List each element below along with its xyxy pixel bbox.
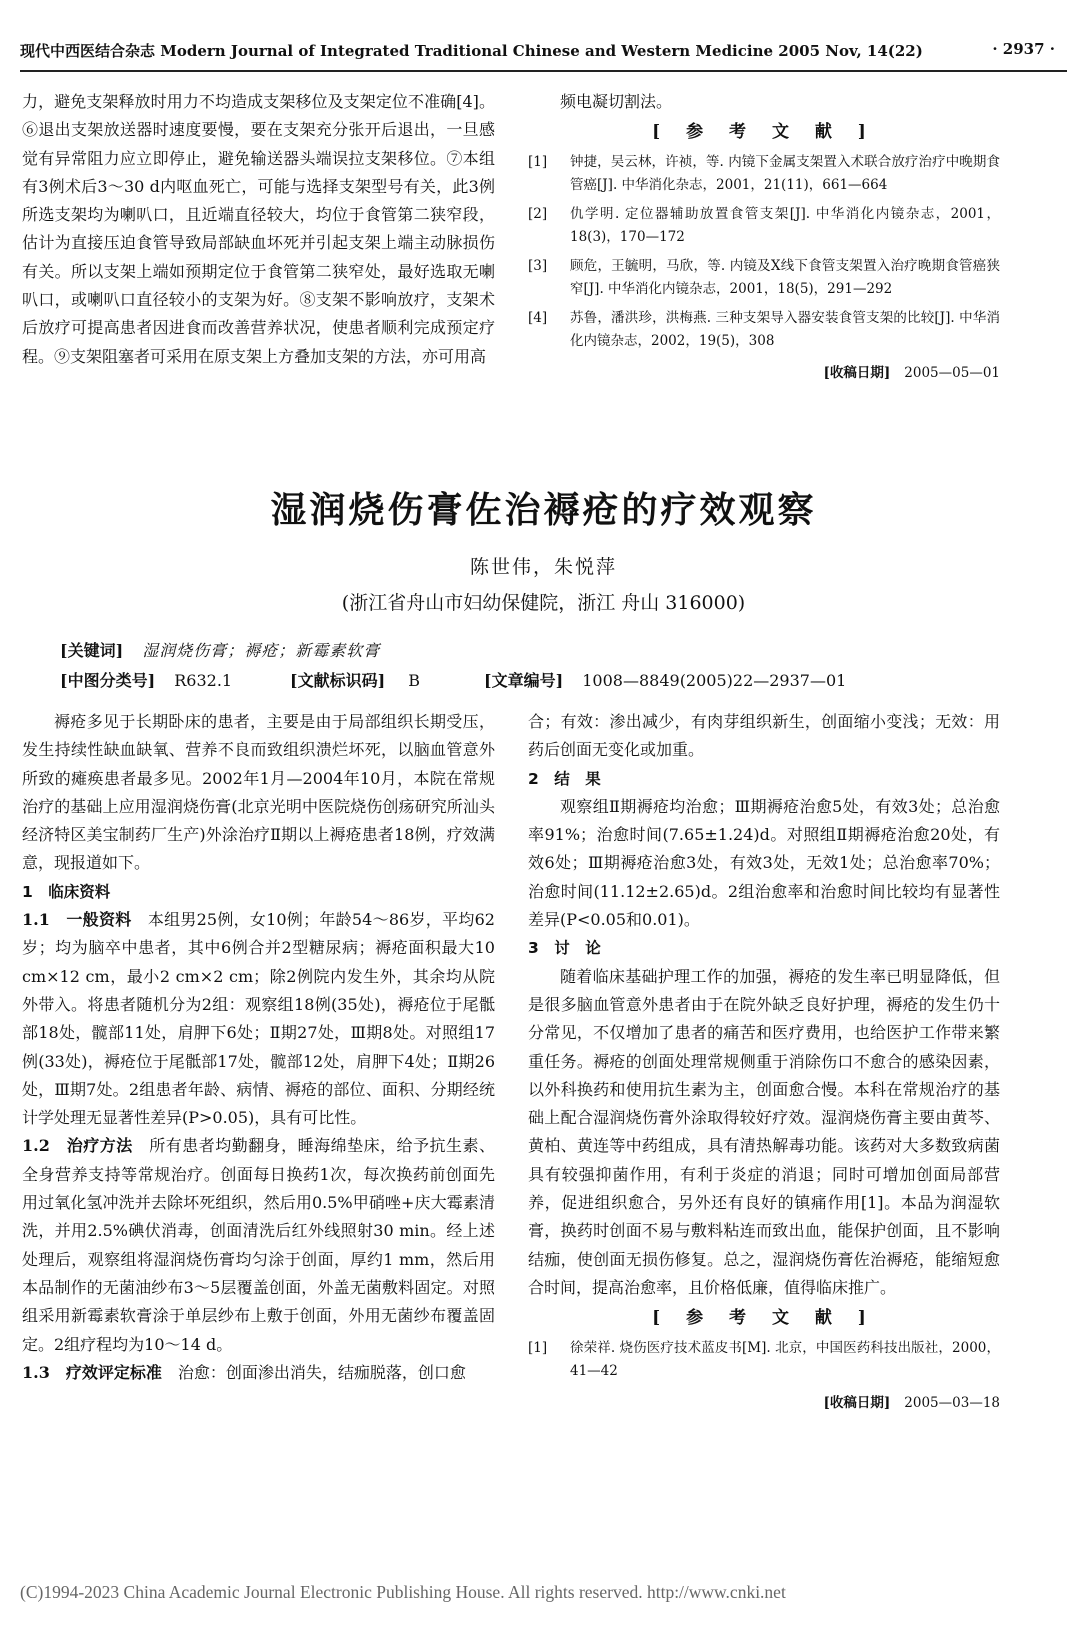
article-right-column (528, 708, 1000, 1417)
running-header (20, 30, 1067, 72)
results-paragraph: 观察组Ⅱ期褥疮均治愈；Ⅲ期褥疮治愈5处，有效3处；总治愈率91%；治愈时间(7.65±1.24)d。对照组Ⅱ期褥疮治愈20处，有效6处；Ⅲ期褥疮治愈3处，有效3处，无效1处；总治愈率70%；治愈时间(11.12±2.65)d。2组治愈率和治愈时间比较均有显著性差异(P<0.05和0.01)。 (528, 796, 1000, 930)
article-number-value: 1008—8849(2005)22—2937—01 (582, 671, 847, 690)
received-date: 2005—05—01 (904, 364, 1000, 381)
reference-number: [1] (528, 153, 548, 170)
intro-paragraph: 褥疮多见于长期卧床的患者，主要是由于局部组织长期受压，发生持续性缺血缺氧、营养不良而致组织溃烂坏死，以脑血管意外所致的瘫痪患者最多见。2002年1月—2004年10月，本院在常规治疗的基础上应用湿润烧伤膏(北京光明中医院烧伤创疡研究所汕头经济特区美宝制药厂生产)外涂治疗Ⅱ期以上褥疮患者18例，疗效满意，现报道如下。 (22, 712, 495, 873)
reference-item (528, 203, 1000, 249)
prev-article-right-column (528, 88, 1000, 387)
references-heading: [ 参 考 文 献 ] (652, 122, 876, 143)
reference-text: 苏鲁，潘洪珍，洪梅燕. 三种支架导入器安装食管支架的比较[J]. 中华消化内镜杂志，2002，19(5)，308 (570, 309, 1000, 349)
doc-code-field (290, 668, 420, 691)
reference-number: [4] (528, 309, 548, 326)
article-number-field (484, 668, 846, 691)
reference-item (528, 307, 1000, 353)
subsection-1-3 (22, 1359, 495, 1387)
reference-text: 徐荣祥. 烧伤医疗技术蓝皮书[M]. 北京，中国医药科技出版社，2000，41—42 (570, 1339, 1000, 1379)
prev-article-left-column (22, 88, 495, 371)
subsection-1-3-title: 1.3 疗效评定标准 (22, 1362, 162, 1382)
reference-number: [3] (528, 257, 548, 274)
reference-text: 仇学明. 定位器辅助放置食管支架[J]. 中华消化内镜杂志，2001，18(3)，170—172 (570, 205, 1000, 245)
section-3-heading: 3 讨 论 (528, 939, 601, 958)
clc-label: [中图分类号] (60, 671, 156, 690)
received-label: [收稿日期] (823, 364, 891, 381)
received-date-line (528, 1389, 1000, 1417)
reference-text: 顾危，王毓明，马欣，等. 内镜及X线下食管支架置入治疗晚期食管癌狭窄[J]. 中华消化内镜杂志，2001，18(5)，291—292 (570, 257, 1000, 297)
reference-number: [1] (528, 1339, 548, 1356)
subsection-1-1 (22, 906, 495, 1132)
subsection-1-1-title: 1.1 一般资料 (22, 910, 132, 930)
section-1-heading: 1 临床资料 (22, 882, 111, 901)
article-authors: 陈世伟，朱悦萍 (469, 556, 617, 578)
prev-article-continuation: 频电凝切割法。 (560, 92, 673, 111)
copyright-footer: (C)1994-2023 China Academic Journal Electronic Publishing House. All rights reserved. http://www.cnki.net (20, 1582, 786, 1602)
page-number: · 2937 · (992, 40, 1055, 58)
subsection-1-2-text: 所有患者均勤翻身，睡海绵垫床，给予抗生素、全身营养支持等常规治疗。创面每日换药1次，每次换药前创面先用过氧化氢冲洗并去除坏死组织，然后用0.5%甲硝唑+庆大霉素清洗，并用2.5%碘伏消毒，创面清洗后红外线照射30 min。经上述处理后，观察组将湿润烧伤膏均匀涂于创面，厚约1 mm，然后用本品制作的无菌油纱布3～5层覆盖创面，外盖无菌敷料固定。对照组采用新霉素软膏涂于单层纱布上敷于创面，外用无菌纱布覆盖固定。2组疗程均为10～14 d。 (22, 1136, 495, 1354)
article-left-column (22, 708, 495, 1387)
reference-item (528, 1337, 1000, 1383)
subsection-1-3-text: 治愈：创面渗出消失，结痂脱落，创口愈 (177, 1362, 466, 1382)
reference-number: [2] (528, 205, 548, 222)
doc-code-label: [文献标识码] (290, 671, 386, 690)
references-heading: [ 参 考 文 献 ] (652, 1308, 876, 1329)
keywords: 湿润烧伤膏；褥疮；新霉素软膏 (142, 641, 381, 660)
doc-code-value: B (408, 671, 421, 690)
article-number-label: [文章编号] (484, 671, 564, 690)
subsection-1-2 (22, 1132, 495, 1358)
clc-value: R632.1 (174, 671, 233, 690)
discussion-paragraph: 随着临床基础护理工作的加强，褥疮的发生率已明显降低，但是很多脑血管意外患者由于在院外缺乏良好护理，褥疮的发生仍十分常见，不仅增加了患者的痛苦和医疗费用，也给医护工作带来繁重任务。褥疮的创面处理常规侧重于消除伤口不愈合的感染因素，以外科换药和使用抗生素为主，创面愈合慢。本科在常规治疗的基础上配合湿润烧伤膏外涂取得较好疗效。湿润烧伤膏主要由黄芩、黄柏、黄连等中药组成，具有清热解毒功能。该药对大多数致病菌具有较强抑菌作用，有利于炎症的消退；同时可增加创面局部营养，促进组织愈合，另外还有良好的镇痛作用[1]。本品为润湿软膏，换药时创面不易与敷料粘连而致出血，能保护创面，且不影响结痂，使创面无损伤修复。总之，湿润烧伤膏佐治褥疮，能缩短愈合时间，提高治愈率，且价格低廉，值得临床推广。 (528, 966, 1000, 1297)
subsection-1-2-title: 1.2 治疗方法 (22, 1136, 133, 1156)
article-affiliation: (浙江省舟山市妇幼保健院，浙江 舟山 316000) (341, 592, 746, 614)
keywords-label: [关键词] (60, 641, 124, 660)
reference-text: 钟捷，吴云林，许祯，等. 内镜下金属支架置入术联合放疗治疗中晚期食管癌[J]. 中华消化杂志，2001，21(11)，661—664 (570, 153, 1000, 193)
reference-item (528, 151, 1000, 197)
criteria-continuation: 合；有效：渗出减少，有肉芽组织新生，创面缩小变浅；无效：用药后创面无变化或加重。 (528, 712, 1000, 760)
section-2-heading: 2 结 果 (528, 769, 601, 788)
clc-field (60, 668, 232, 691)
journal-title: 现代中西医结合杂志 Modern Journal of Integrated Traditional Chinese and Western Medicine 2005 Nov, 14(22) (20, 42, 923, 60)
received-label: [收稿日期] (823, 1394, 891, 1411)
reference-item (528, 255, 1000, 301)
received-date-line (528, 359, 1000, 387)
received-date: 2005—03—18 (904, 1394, 1000, 1411)
keywords-row (60, 638, 380, 661)
prev-article-paragraph: 力，避免支架释放时用力不均造成支架移位及支架定位不准确[4]。⑥退出支架放送器时速度要慢，要在支架充分张开后退出，一旦感觉有异常阻力应立即停止，避免输送器头端误拉支架移位。⑦本组有3例术后3～30 d内呕血死亡，可能与选择支架型号有关，此3例所选支架均为喇叭口，且近端直径较大，均位于食管第二狭窄段，估计为直接压迫食管导致局部缺血坏死并引起支架上端主动脉损伤有关。所以支架上端如预期定位于食管第二狭窄处，最好选取无喇叭口，或喇叭口直径较小的支架为好。⑧支架不影响放疗，支架术后放疗可提高患者因进食而改善营养状况，使患者顺利完成预定疗程。⑨支架阻塞者可采用在原支架上方叠加支架的方法，亦可用高 (22, 92, 495, 366)
article-title: 湿润烧伤膏佐治褥疮的疗效观察 (270, 490, 817, 531)
subsection-1-1-text: 本组男25例，女10例；年龄54～86岁，平均62岁；均为脑卒中患者，其中6例合并2型糖尿病；褥疮面积最大10 cm×12 cm，最小2 cm×2 cm；除2例院内发生外，其余均从院外带入。将患者随机分为2组：观察组18例(35处)，褥疮位于尾骶部18处，髋部11处，肩胛下6处；Ⅱ期27处，Ⅲ期8处。对照组17例(33处)，褥疮位于尾骶部17处，髋部12处，肩胛下4处；Ⅱ期26处，Ⅲ期7处。2组患者年龄、病情、褥疮的部位、面积、分期经统计学处理无显著性差异(P>0.05)，具有可比性。 (22, 910, 495, 1128)
